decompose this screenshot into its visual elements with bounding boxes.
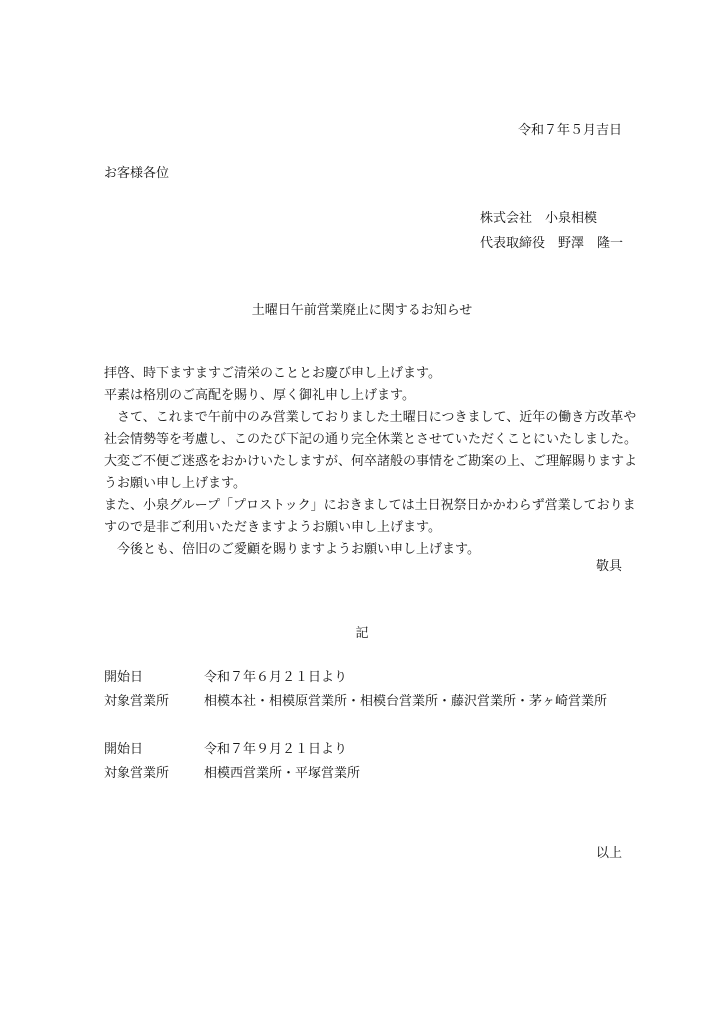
body-line: 拝啓、時下ますますご清栄のこととお慶び申し上げます。 xyxy=(104,366,441,381)
schedule-list xyxy=(104,669,607,813)
sender-representative: 代表取締役 野澤 隆一 xyxy=(480,236,624,251)
letter-title: 土曜日午前営業廃止に関するお知らせ xyxy=(251,303,473,318)
offices-row xyxy=(104,765,607,789)
sender-company: 株式会社 小泉相模 xyxy=(480,211,598,226)
start-date-value: 令和７年６月２１日より xyxy=(204,670,348,685)
ki-heading: 記 xyxy=(355,626,369,641)
start-date-value: 令和７年９月２１日より xyxy=(204,742,348,757)
body-line: 今後とも、倍旧のご愛顧を賜りますようお願い申し上げます。 xyxy=(104,542,480,557)
closing-keigu: 敬具 xyxy=(595,559,622,574)
closing-ijou: 以上 xyxy=(595,846,622,861)
body-line: 平素は格別のご高配を賜り、厚く御礼申し上げます。 xyxy=(104,388,415,403)
start-date-label: 開始日 xyxy=(104,670,144,685)
body-line: また、小泉グループ「プロストック」におきましては土日祝祭日かかわらず営業しておりま xyxy=(104,498,636,513)
body-line: 社会情勢等を考慮し、このたび下記の通り完全休業とさせていただくことにいたしました。 xyxy=(104,432,638,447)
letter-date: 令和７年５月吉日 xyxy=(517,123,622,138)
start-date-label: 開始日 xyxy=(104,742,144,757)
start-date-row xyxy=(104,741,607,765)
recipient: お客様各位 xyxy=(104,166,170,181)
sender-block xyxy=(480,210,623,260)
offices-value: 相模本社・相模原営業所・相模台営業所・藤沢営業所・茅ヶ崎営業所 xyxy=(204,694,608,709)
start-date-row xyxy=(104,669,607,693)
offices-value: 相模西営業所・平塚営業所 xyxy=(204,766,361,781)
letter-body xyxy=(104,363,638,561)
schedule-group xyxy=(104,741,607,789)
schedule-group xyxy=(104,669,607,717)
body-line: うお願い申し上げます。 xyxy=(104,476,246,491)
offices-label: 対象営業所 xyxy=(104,694,170,709)
body-line: すので是非ご利用いただきますようお願い申し上げます。 xyxy=(104,520,441,535)
offices-label: 対象営業所 xyxy=(104,766,170,781)
body-line: 大変ご不便ご迷惑をおかけいたしますが、何卒諸般の事情をご勘案の上、ご理解賜りますよ xyxy=(104,454,638,469)
offices-row xyxy=(104,693,607,717)
body-line: さて、これまで午前中のみ営業しておりました土曜日につきまして、近年の働き方改革や xyxy=(104,410,637,425)
